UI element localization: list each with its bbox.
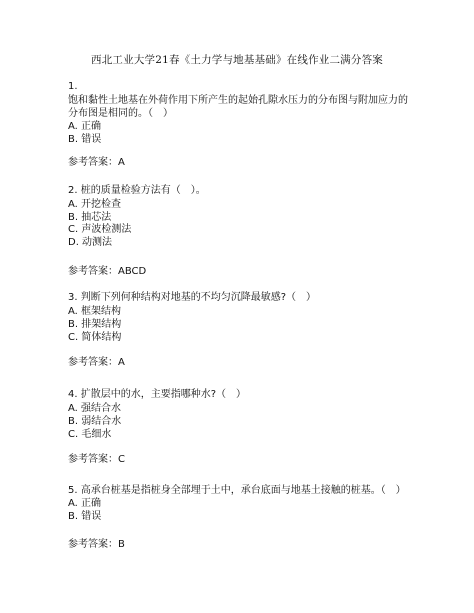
question-2-answer: 参考答案：ABCD — [68, 266, 147, 277]
question-4-answer: 参考答案：C — [68, 454, 125, 465]
question-3-answer: 参考答案：A — [68, 357, 125, 368]
question-3-text: 3. 判断下列何种结构对地基的不均匀沉降最敏感?（ ） — [68, 292, 317, 303]
question-2-text: 2. 桩的质量检验方法有（ ）。 — [68, 185, 206, 196]
question-5-option-b: B. 错误 — [68, 511, 102, 522]
question-4-text: 4. 扩散层中的水，主要指哪种水?（ ） — [68, 389, 247, 400]
question-1-answer: 参考答案：A — [68, 157, 125, 168]
question-1-option-a: A. 正确 — [68, 121, 102, 132]
question-2-option-c: C. 声波检测法 — [68, 224, 132, 235]
question-5-answer: 参考答案：B — [68, 539, 125, 550]
document-title: 西北工业大学21春《土力学与地基基础》在线作业二满分答案 — [91, 54, 383, 66]
question-3-option-b: B. 排架结构 — [68, 319, 122, 330]
question-4-option-b: B. 弱结合水 — [68, 416, 122, 427]
question-4-option-c: C. 毛细水 — [68, 429, 112, 440]
question-2-option-d: D. 动测法 — [68, 237, 113, 248]
question-3-option-c: C. 简体结构 — [68, 332, 122, 343]
question-2-option-a: A. 开挖检查 — [68, 199, 122, 210]
question-3-option-a: A. 框架结构 — [68, 306, 122, 317]
question-5-option-a: A. 正确 — [68, 498, 102, 509]
question-5-text: 5. 高承台桩基是指桩身全部埋于土中，承台底面与地基土接触的桩基。（ ） — [68, 485, 406, 496]
question-1-text: 饱和黏性土地基在外荷作用下所产生的起始孔隙水压力的分布图与附加应力的分布图是相同的。（ ） — [68, 95, 408, 119]
question-1-option-b: B. 错误 — [68, 134, 102, 145]
question-4-option-a: A. 强结合水 — [68, 403, 122, 414]
question-2-option-b: B. 抽芯法 — [68, 212, 112, 223]
question-1-number: 1. — [68, 81, 78, 92]
